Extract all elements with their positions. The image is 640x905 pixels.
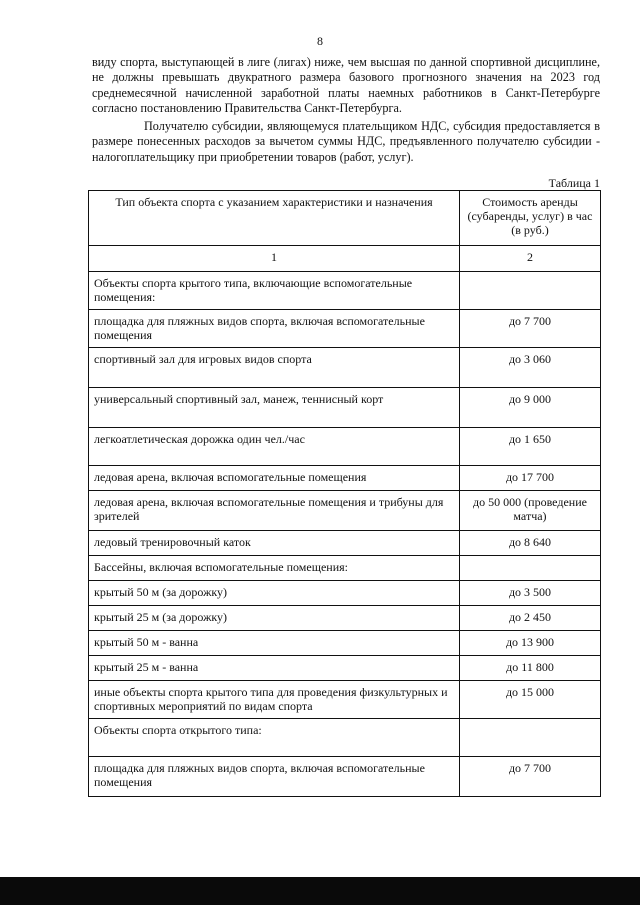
object-type-cell: иные объекты спорта крытого типа для проведения физкультурных и спортивных мероприятий по видам спорта xyxy=(89,681,460,719)
header-rental-cost: Стоимость аренды (субаренды, услуг) в час (в руб.) xyxy=(460,191,601,246)
rental-price-table xyxy=(88,190,601,797)
object-type-cell: крытый 50 м (за дорожку) xyxy=(89,581,460,606)
intro-paragraph-1: виду спорта, выступающей в лиге (лигах) ниже, чем высшая по данной спортивной дисциплине, не должны превышать двукратного размера базового прогнозного значения на 2023 год среднемесячной начисленной заработной платы наемных работников в Санкт-Петербурге согласно постановлению Правительства Санкт-Петербурга. xyxy=(92,55,600,116)
table-row xyxy=(89,272,601,310)
object-type-cell: ледовая арена, включая вспомогательные помещения xyxy=(89,466,460,491)
table-row xyxy=(89,388,601,428)
table-row xyxy=(89,757,601,797)
price-cell: до 11 800 xyxy=(460,656,601,681)
price-cell: до 7 700 xyxy=(460,310,601,348)
object-type-cell: крытый 50 м - ванна xyxy=(89,631,460,656)
table-row xyxy=(89,428,601,466)
object-type-cell: Объекты спорта открытого типа: xyxy=(89,719,460,757)
price-cell: до 3 500 xyxy=(460,581,601,606)
object-type-cell: универсальный спортивный зал, манеж, теннисный корт xyxy=(89,388,460,428)
price-cell: до 9 000 xyxy=(460,388,601,428)
table-row xyxy=(89,556,601,581)
price-cell: до 8 640 xyxy=(460,531,601,556)
object-type-cell: Объекты спорта крытого типа, включающие вспомогательные помещения: xyxy=(89,272,460,310)
table-row xyxy=(89,531,601,556)
object-type-cell: площадка для пляжных видов спорта, включая вспомогательные помещения xyxy=(89,310,460,348)
price-cell: до 17 700 xyxy=(460,466,601,491)
table-row xyxy=(89,491,601,531)
price-cell: до 13 900 xyxy=(460,631,601,656)
price-cell: до 1 650 xyxy=(460,428,601,466)
column-number-row xyxy=(89,246,601,272)
scan-border-bar xyxy=(0,877,640,905)
object-type-cell: спортивный зал для игровых видов спорта xyxy=(89,348,460,388)
price-cell: до 7 700 xyxy=(460,757,601,797)
price-cell: до 50 000 (проведение матча) xyxy=(460,491,601,531)
header-object-type: Тип объекта спорта с указанием характеристики и назначения xyxy=(89,191,460,246)
price-cell: до 15 000 xyxy=(460,681,601,719)
object-type-cell: легкоатлетическая дорожка один чел./час xyxy=(89,428,460,466)
object-type-cell: площадка для пляжных видов спорта, включая вспомогательные помещения xyxy=(89,757,460,797)
object-type-cell: крытый 25 м (за дорожку) xyxy=(89,606,460,631)
price-cell xyxy=(460,272,601,310)
price-cell xyxy=(460,719,601,757)
table-row xyxy=(89,719,601,757)
object-type-cell: ледовый тренировочный каток xyxy=(89,531,460,556)
price-cell: до 3 060 xyxy=(460,348,601,388)
table-row xyxy=(89,466,601,491)
column-number: 2 xyxy=(460,246,601,272)
object-type-cell: крытый 25 м - ванна xyxy=(89,656,460,681)
object-type-cell: Бассейны, включая вспомогательные помещения: xyxy=(89,556,460,581)
price-cell: до 2 450 xyxy=(460,606,601,631)
table-row xyxy=(89,310,601,348)
object-type-cell: ледовая арена, включая вспомогательные помещения и трибуны для зрителей xyxy=(89,491,460,531)
table-row xyxy=(89,656,601,681)
intro-paragraph-2: Получателю субсидии, являющемуся плательщиком НДС, субсидия предоставляется в размере понесенных расходов за вычетом суммы НДС, предъявленного получателю субсидии - налогоплательщику при приобретении товаров (работ, услуг). xyxy=(92,119,600,164)
table-row xyxy=(89,681,601,719)
price-cell xyxy=(460,556,601,581)
table-row xyxy=(89,348,601,388)
table-label: Таблица 1 xyxy=(548,176,600,190)
table-row xyxy=(89,581,601,606)
page-number: 8 xyxy=(317,34,323,48)
table-row xyxy=(89,606,601,631)
table-row xyxy=(89,631,601,656)
table-header-row xyxy=(89,191,601,246)
column-number: 1 xyxy=(89,246,460,272)
